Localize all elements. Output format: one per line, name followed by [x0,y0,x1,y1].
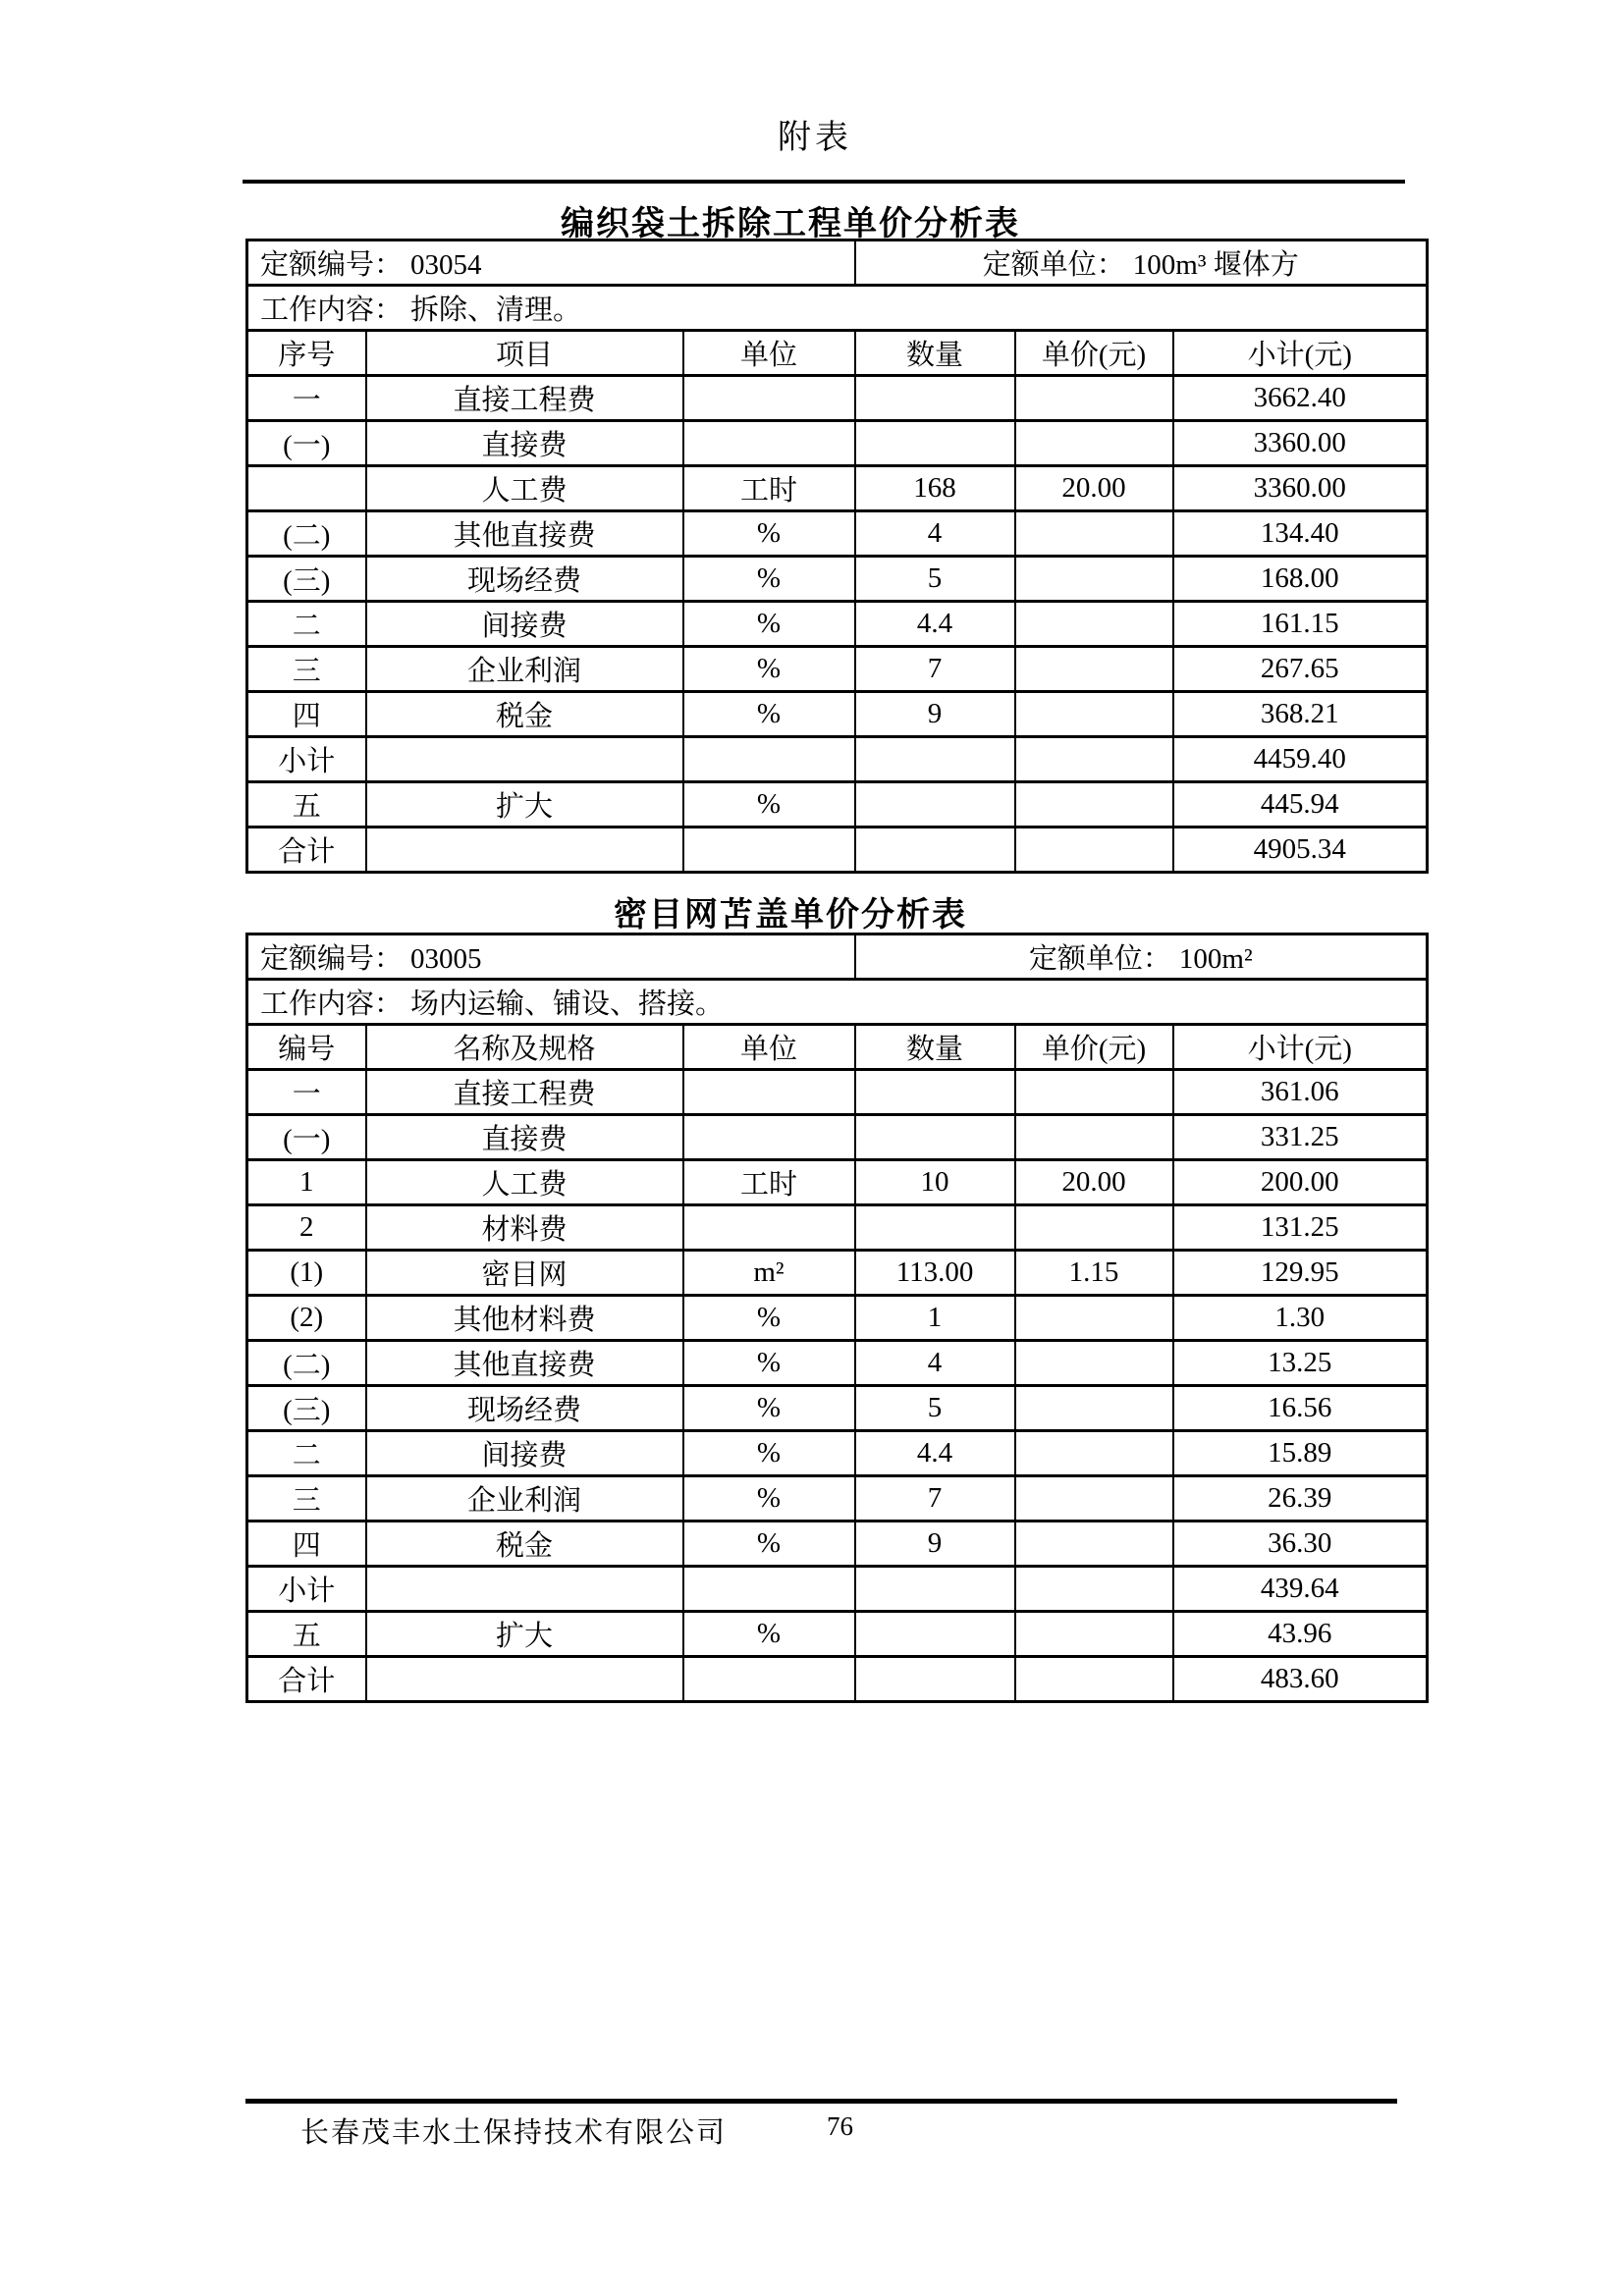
table-row [247,1251,1428,1296]
column-header: 单价(元) [1015,331,1173,376]
table-cell: 113.00 [855,1251,1015,1296]
table-cell [855,1567,1015,1612]
table-cell: 四 [247,1522,366,1567]
table-cell: 间接费 [366,602,683,647]
table-row [247,1205,1428,1251]
table-cell: 2 [247,1205,366,1251]
table-cell [1015,1431,1173,1476]
table-cell: 331.25 [1173,1115,1428,1160]
work-content-cell [247,980,1428,1025]
table-cell: 小计 [247,1567,366,1612]
table-cell: % [683,602,855,647]
column-header: 单位 [683,331,855,376]
table-cell: 合计 [247,1657,366,1702]
table-cell: 4.4 [855,1431,1015,1476]
table-row [247,466,1428,511]
table-cell [1015,1115,1173,1160]
quota-number-label: 定额编号： [260,249,404,281]
quota-unit-cell [855,934,1428,980]
table-row [247,1115,1428,1160]
table-row [247,1341,1428,1386]
table-row [247,828,1428,873]
table-cell: % [683,1341,855,1386]
table-row [247,376,1428,421]
table-row [247,1476,1428,1522]
table-cell: 1 [855,1296,1015,1341]
table-cell: % [683,511,855,557]
table-row [247,602,1428,647]
table-cell: (二) [247,1341,366,1386]
table1-body [247,376,1428,873]
table-cell [683,1115,855,1160]
table-cell: 1.15 [1015,1251,1173,1296]
table-cell: 439.64 [1173,1567,1428,1612]
table-cell: 445.94 [1173,782,1428,828]
table-cell: 直接工程费 [366,376,683,421]
table-cell [855,828,1015,873]
table-row [247,647,1428,692]
footer-rule [245,2099,1397,2104]
table2-body [247,1070,1428,1702]
table-cell: 10 [855,1160,1015,1205]
table-cell [1015,421,1173,466]
table-cell: 现场经费 [366,557,683,602]
quota-unit-cell [855,240,1428,286]
table-cell: 现场经费 [366,1386,683,1431]
table-cell: 合计 [247,828,366,873]
quota-number-value: 03054 [410,249,482,281]
work-content-label: 工作内容： [260,294,404,326]
table-cell [683,1657,855,1702]
table-cell: 200.00 [1173,1160,1428,1205]
table-cell: 9 [855,1522,1015,1567]
work-content-cell [247,286,1428,331]
table-cell: % [683,1386,855,1431]
column-header-row [247,331,1428,376]
table-row [247,782,1428,828]
table-cell: 368.21 [1173,692,1428,737]
table-cell [855,1070,1015,1115]
table-cell: 4 [855,1341,1015,1386]
table-cell [1015,1386,1173,1431]
table-cell [1015,828,1173,873]
work-content-row [247,980,1428,1025]
header-rule [243,180,1405,184]
table-cell [1015,1476,1173,1522]
table-cell: 36.30 [1173,1522,1428,1567]
table-row [247,1612,1428,1657]
footer-page-number: 76 [827,2111,853,2141]
table-cell: % [683,557,855,602]
table-cell: 人工费 [366,466,683,511]
table-cell: 483.60 [1173,1657,1428,1702]
table-cell: 五 [247,1612,366,1657]
table-cell: 5 [855,1386,1015,1431]
column-header-row [247,1025,1428,1070]
table-cell: % [683,1476,855,1522]
table-cell: 企业利润 [366,1476,683,1522]
table-cell: % [683,1522,855,1567]
table-cell: 直接工程费 [366,1070,683,1115]
table-cell [683,1070,855,1115]
table-cell [1015,1522,1173,1567]
column-header: 小计(元) [1173,1025,1428,1070]
work-content-value: 拆除、清理。 [410,294,582,326]
table-cell [366,737,683,782]
table-cell [855,1657,1015,1702]
table-cell [1015,1612,1173,1657]
table-cell: % [683,1612,855,1657]
table-cell: 168.00 [1173,557,1428,602]
table-cell [683,1205,855,1251]
table-cell: 税金 [366,692,683,737]
footer-company-name: 长春茂丰水土保持技术有限公司 [300,2117,728,2149]
table-cell: 其他材料费 [366,1296,683,1341]
table-row [247,1386,1428,1431]
table-row [247,1567,1428,1612]
table-cell: 税金 [366,1522,683,1567]
table-cell [1015,602,1173,647]
work-content-label: 工作内容： [260,988,404,1020]
table-cell: 7 [855,647,1015,692]
table-cell: 其他直接费 [366,511,683,557]
table-row [247,557,1428,602]
table-cell: 5 [855,557,1015,602]
table-cell: (1) [247,1251,366,1296]
table1-unit-price-analysis [245,239,1429,874]
table-cell: 五 [247,782,366,828]
table-cell: 工时 [683,466,855,511]
table-cell: 4.4 [855,602,1015,647]
table-cell [683,421,855,466]
table-row [247,692,1428,737]
table-cell: % [683,647,855,692]
table-cell: % [683,692,855,737]
table-cell: 131.25 [1173,1205,1428,1251]
table-cell: 三 [247,647,366,692]
table-cell: 直接费 [366,421,683,466]
column-header: 数量 [855,1025,1015,1070]
quota-unit-value: 100m² [1178,943,1253,975]
table-cell: 7 [855,1476,1015,1522]
table2-unit-price-analysis [245,933,1429,1703]
table-cell: (一) [247,1115,366,1160]
quota-meta-row [247,934,1428,980]
table-cell: (二) [247,511,366,557]
table-cell [247,466,366,511]
quota-unit-label: 定额单位： [982,249,1125,281]
table-cell: 一 [247,1070,366,1115]
column-header: 单价(元) [1015,1025,1173,1070]
table-cell: 361.06 [1173,1070,1428,1115]
table-cell [1015,1296,1173,1341]
table-cell [1015,1070,1173,1115]
table-cell: 4 [855,511,1015,557]
table-cell: 一 [247,376,366,421]
table-cell: 13.25 [1173,1341,1428,1386]
table-cell: 密目网 [366,1251,683,1296]
table-cell: 15.89 [1173,1431,1428,1476]
table-cell [683,828,855,873]
table-cell: 4459.40 [1173,737,1428,782]
table-cell [1015,737,1173,782]
table-row [247,511,1428,557]
table-cell: m² [683,1251,855,1296]
table-cell: 168 [855,466,1015,511]
table-cell [855,1205,1015,1251]
table-cell: 二 [247,602,366,647]
table-cell [1015,647,1173,692]
table-cell: 材料费 [366,1205,683,1251]
table-cell [683,376,855,421]
table-cell: 4905.34 [1173,828,1428,873]
table-cell: 267.65 [1173,647,1428,692]
table-row [247,1070,1428,1115]
quota-number-label: 定额编号： [260,943,404,975]
table-cell: 20.00 [1015,1160,1173,1205]
column-header: 项目 [366,331,683,376]
table-cell [1015,692,1173,737]
table2-title: 密目网苫盖单价分析表 [614,897,967,934]
table-cell: 工时 [683,1160,855,1205]
page-title: 附表 [778,120,852,156]
table-cell: 扩大 [366,782,683,828]
table-cell [855,782,1015,828]
table-cell: 161.15 [1173,602,1428,647]
table-cell: % [683,1296,855,1341]
table-cell: % [683,1431,855,1476]
table-cell: 20.00 [1015,466,1173,511]
table-cell: 26.39 [1173,1476,1428,1522]
table-row [247,1522,1428,1567]
table-cell: 43.96 [1173,1612,1428,1657]
table-cell: 3360.00 [1173,466,1428,511]
quota-unit-label: 定额单位： [1028,943,1171,975]
table-cell: 134.40 [1173,511,1428,557]
table-cell: 1.30 [1173,1296,1428,1341]
table-cell [683,737,855,782]
table-cell [1015,1341,1173,1386]
table-cell [366,1567,683,1612]
table-cell [855,1115,1015,1160]
column-header: 单位 [683,1025,855,1070]
column-header: 编号 [247,1025,366,1070]
table-cell: % [683,782,855,828]
table-cell [1015,557,1173,602]
table-row [247,1657,1428,1702]
footer [245,2110,1397,2150]
table-row [247,737,1428,782]
table-cell: 1 [247,1160,366,1205]
table-cell [855,376,1015,421]
column-header: 数量 [855,331,1015,376]
table1-title: 编织袋土拆除工程单价分析表 [561,206,1020,242]
quota-meta-row [247,240,1428,286]
table-cell [855,737,1015,782]
table-cell: 三 [247,1476,366,1522]
table-cell: 四 [247,692,366,737]
table-cell [1015,376,1173,421]
table-cell: 3360.00 [1173,421,1428,466]
work-content-value: 场内运输、铺设、搭接。 [410,988,725,1020]
quota-number-cell [247,934,855,980]
column-header: 名称及规格 [366,1025,683,1070]
table-cell: 企业利润 [366,647,683,692]
table-cell: 9 [855,692,1015,737]
table-cell: (三) [247,557,366,602]
table-cell: 二 [247,1431,366,1476]
column-header: 序号 [247,331,366,376]
table-row [247,1296,1428,1341]
table-cell: 3662.40 [1173,376,1428,421]
table-cell [366,1657,683,1702]
table-cell: 16.56 [1173,1386,1428,1431]
table-cell: 直接费 [366,1115,683,1160]
work-content-row [247,286,1428,331]
table-row [247,1160,1428,1205]
table-row [247,1431,1428,1476]
table-cell: 其他直接费 [366,1341,683,1386]
table-cell: (一) [247,421,366,466]
quota-number-value: 03005 [410,943,482,975]
table-cell: 扩大 [366,1612,683,1657]
table-cell [855,1612,1015,1657]
table-cell: 小计 [247,737,366,782]
column-header: 小计(元) [1173,331,1428,376]
table-cell: (三) [247,1386,366,1431]
table-cell: 人工费 [366,1160,683,1205]
table-cell [1015,1567,1173,1612]
table-cell [1015,1205,1173,1251]
table-cell: 间接费 [366,1431,683,1476]
quota-number-cell [247,240,855,286]
table-cell [366,828,683,873]
table-cell [683,1567,855,1612]
table-row [247,421,1428,466]
table-cell: (2) [247,1296,366,1341]
table-cell [1015,1657,1173,1702]
table-cell [1015,511,1173,557]
table-cell: 129.95 [1173,1251,1428,1296]
table-cell [1015,782,1173,828]
quota-unit-value: 100m³ 堰体方 [1132,249,1299,281]
table-cell [855,421,1015,466]
